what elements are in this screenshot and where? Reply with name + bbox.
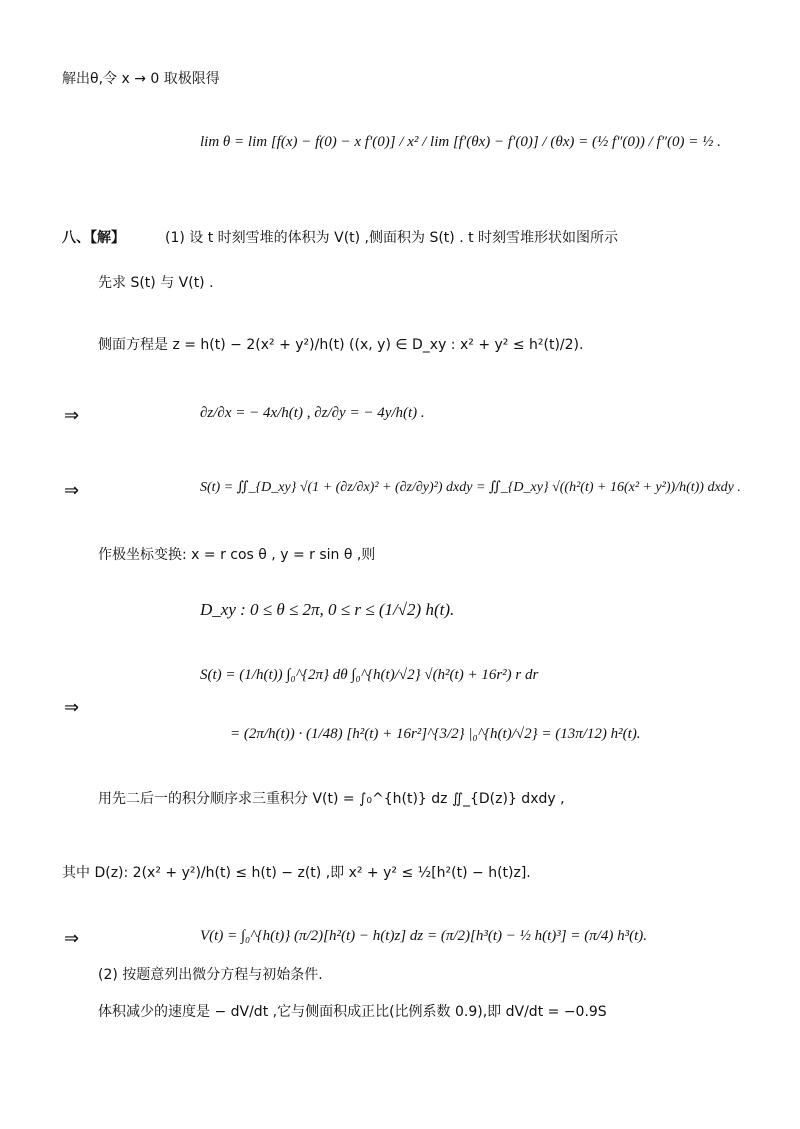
equation-domain: D_xy : 0 ≤ θ ≤ 2π, 0 ≤ r ≤ (1/√2) h(t). bbox=[200, 600, 455, 619]
equation-surface-area: S(t) = ∬_{D_xy} √(1 + (∂z/∂x)² + (∂z/∂y)²) dxdy = ∬_{D_xy} √((h²(t) + 16(x² + y²))/h(t)) dxdy . bbox=[200, 480, 741, 495]
equation-volume: V(t) = ∫₀^{h(t)} (π/2)[h²(t) − h(t)z] dz = (π/2)[h³(t) − ½ h(t)³] = (π/4) h³(t). bbox=[200, 928, 648, 944]
text-line-10: 体积减少的速度是 − dV/dt ,它与侧面积成正比(比例系数 0.9),即 dV/dt = −0.9S bbox=[98, 1004, 607, 1020]
equation-polar-1: S(t) = (1/h(t)) ∫₀^{2π} dθ ∫₀^{h(t)/√2} √(h²(t) + 16r²) r dr bbox=[200, 667, 539, 683]
text-line-4: 先求 S(t) 与 V(t) . bbox=[98, 275, 214, 291]
equation-partials: ∂z/∂x = − 4x/h(t) , ∂z/∂y = − 4y/h(t) . bbox=[200, 405, 425, 421]
implies-arrow-2: ⇒ bbox=[64, 480, 80, 501]
text-line-9: (2) 按题意列出微分方程与初始条件. bbox=[98, 967, 323, 983]
implies-arrow-1: ⇒ bbox=[64, 405, 80, 426]
section-heading: 八、【解】 bbox=[62, 230, 125, 246]
text-line-3: (1) 设 t 时刻雪堆的体积为 V(t) ,侧面积为 S(t) . t 时刻雪堆形状如图所示 bbox=[165, 230, 619, 246]
text-line-1: 解出θ,令 x → 0 取极限得 bbox=[62, 71, 220, 87]
text-line-5: 侧面方程是 z = h(t) − 2(x² + y²)/h(t) ((x, y) ∈ D_xy : x² + y² ≤ h²(t)/2). bbox=[98, 337, 584, 353]
text-line-6: 作极坐标变换: x = r cos θ , y = r sin θ ,则 bbox=[98, 547, 376, 563]
implies-arrow-3: ⇒ bbox=[64, 697, 80, 718]
implies-arrow-4: ⇒ bbox=[64, 928, 80, 949]
text-line-8: 其中 D(z): 2(x² + y²)/h(t) ≤ h(t) − z(t) ,即 x² + y² ≤ ½[h²(t) − h(t)z]. bbox=[62, 865, 531, 881]
equation-polar-2: = (2π/h(t)) · (1/48) [h²(t) + 16r²]^{3/2} |₀^{h(t)/√2} = (13π/12) h²(t). bbox=[230, 726, 641, 742]
equation-limit: lim θ = lim [f(x) − f(0) − x f′(0)] / x² / lim [f′(θx) − f′(0)] / (θx) = (½ f″(0)) / f″(0) = ½ . bbox=[200, 134, 721, 150]
text-line-7: 用先二后一的积分顺序求三重积分 V(t) = ∫₀^{h(t)} dz ∬_{D(z)} dxdy , bbox=[98, 791, 565, 807]
